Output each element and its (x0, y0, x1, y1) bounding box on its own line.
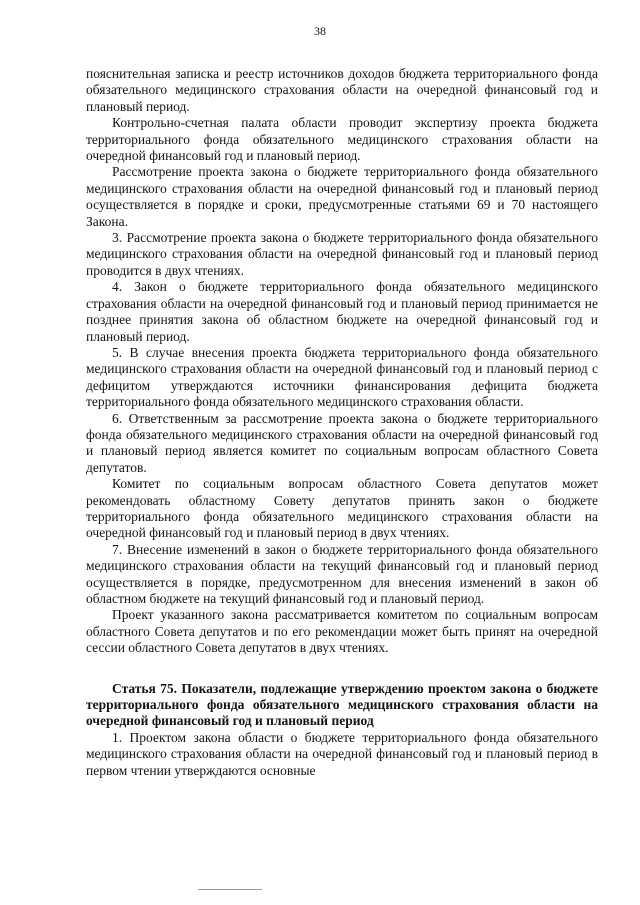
footer-divider (198, 889, 262, 890)
paragraph-3: Рассмотрение проекта закона о бюджете территориального фонда обязательного медицинского страхования области на очередной финансовый год и плановый период осуществляется в порядке и сроки, предусмотренные статьями 69 и 70 настоящего Закона. (86, 164, 598, 229)
paragraph-9: 7. Внесение изменений в закон о бюджете территориального фонда обязательного медицинского страхования области на текущий финансовый год и плановый период осуществляется в порядке, предусмотренном для внесения изменений в закон об областном бюджете на текущий финансовый год и плановый период. (86, 541, 598, 606)
article-heading: Статья 75. Показатели, подлежащие утверждению проектом закона о бюджете территориального фонда обязательного медицинского страхования области на очередной финансовый год и плановый период (86, 680, 598, 729)
paragraph-4: 3. Рассмотрение проекта закона о бюджете территориального фонда обязательного медицинского страхования области на очередной финансовый год и плановый период проводится в двух чтениях. (86, 230, 598, 278)
final-paragraph: 1. Проектом закона области о бюджете территориального фонда обязательного медицинского страхования области на очередной финансовый год и плановый период в первом чтении утверждаются основные (86, 729, 598, 778)
paragraph-2: Контрольно-счетная палата области проводит экспертизу проекта бюджета территориального фонда обязательного медицинского страхования области на очередной финансовый год и плановый период. (86, 115, 598, 164)
document-body (86, 66, 598, 779)
paragraph-5: 4. Закон о бюджете территориального фонда обязательного медицинского страхования области на очередной финансовый год и плановый период принимается не позднее принятия закона об областном бюджете на очередной финансовый год и плановый период. (86, 279, 598, 344)
paragraph-6: 5. В случае внесения проекта бюджета территориального фонда обязательного медицинского страхования области на очередной финансовый год и плановый период с дефицитом утверждаются источники финансирования дефицита бюджета территориального фонда обязательного медицинского страхования области. (86, 344, 598, 410)
paragraph-10: Проект указанного закона рассматривается комитетом по социальным вопросам областного Совета депутатов и по его рекомендации может быть принят на очередной сессии областного Совета депутатов в двух чтениях. (86, 607, 598, 656)
page-number: 38 (314, 24, 326, 38)
paragraph-8: Комитет по социальным вопросам областного Совета депутатов может рекомендовать областному Совету депутатов принять закон о бюджете территориального фонда обязательного медицинского страхования области на очередной финансовый год и плановый период в двух чтениях. (86, 476, 598, 541)
paragraph-7: 6. Ответственным за рассмотрение проекта закона о бюджете территориального фонда обязательного медицинского страхования области на очередной финансовый год и плановый период является комитет по социальным вопросам областного Совета депутатов. (86, 410, 598, 475)
paragraph-1: пояснительная записка и реестр источников доходов бюджета территориального фонда обязательного медицинского страхования области на очередной финансовый год и плановый период. (86, 66, 598, 114)
